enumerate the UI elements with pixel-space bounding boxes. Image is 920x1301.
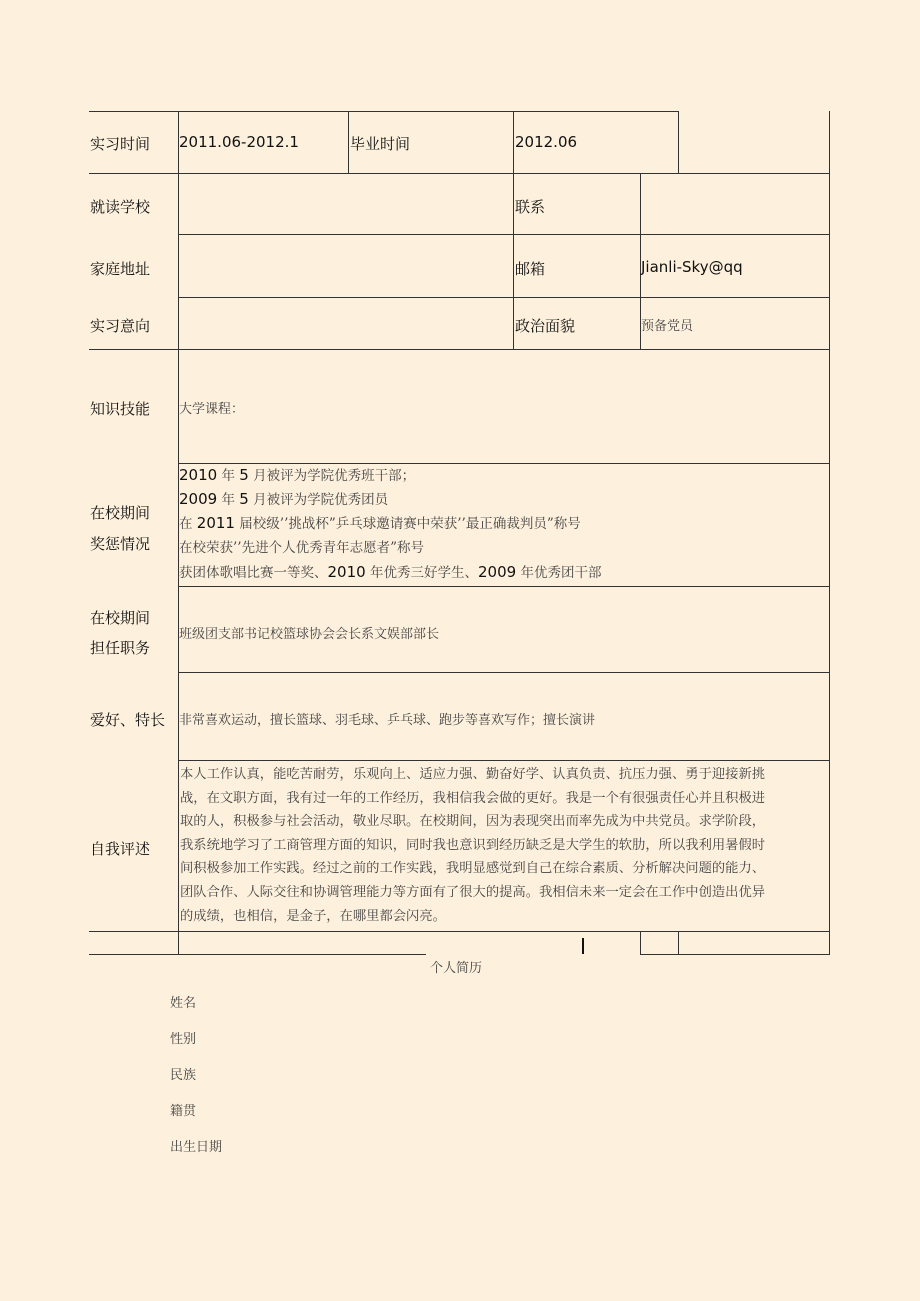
field-name-label: 姓名 <box>170 996 197 1011</box>
self-eval-label: 自我评述 <box>90 840 151 858</box>
awards-list <box>179 463 601 584</box>
table-border <box>513 111 514 349</box>
list-item: 在 2011 届校级’’挑战杯”乒乓球邀请赛中荣获’’最正确裁判员”称号 <box>179 514 581 533</box>
list-item: 2009 年 5 月被评为学院优秀团员 <box>179 490 389 509</box>
intern-time-value: 2011.06-2012.1 <box>179 133 299 151</box>
table-border <box>678 931 679 954</box>
table-border <box>178 586 830 587</box>
table-border <box>348 111 349 173</box>
text-cursor-mark <box>582 938 584 954</box>
table-border <box>640 954 830 955</box>
table-border <box>678 111 679 173</box>
list-item: 获团体歌唱比赛一等奖、2010 年优秀三好学生、2009 年优秀团干部 <box>179 562 602 581</box>
list-item: 2010 年 5 月被评为学院优秀班干部； <box>179 466 416 484</box>
hobbies-value: 非常喜欢运动，擅长篮球、羽毛球、乒乓球、跑步等喜欢写作；擅长演讲 <box>179 713 596 728</box>
table-border <box>89 173 830 174</box>
table-border <box>89 349 830 350</box>
grad-time-value: 2012.06 <box>515 133 578 151</box>
field-birthdate-label: 出生日期 <box>170 1140 223 1155</box>
table-border <box>640 931 641 954</box>
intent-label: 实习意向 <box>90 317 151 335</box>
duties-label: 在校期间 <box>90 609 151 627</box>
duties-label: 担任职务 <box>90 639 151 657</box>
self-eval-line: 的成绩，也相信，是金子，在哪里都会闪亮。 <box>180 908 446 924</box>
hobbies-label: 爱好、特长 <box>90 711 166 729</box>
awards-label: 奖惩情况 <box>90 535 151 553</box>
table-border <box>178 760 830 761</box>
field-ethnicity-label: 民族 <box>170 1068 197 1083</box>
duties-value: 班级团支部书记校篮球协会会长系文娱部部长 <box>179 627 440 642</box>
skills-value: 大学课程： <box>179 402 245 417</box>
email-label: 邮箱 <box>515 260 546 278</box>
table-border <box>178 672 830 673</box>
table-border <box>178 234 830 235</box>
contact-label: 联系 <box>515 198 546 216</box>
resume-title: 个人简历 <box>430 961 483 976</box>
awards-label: 在校期间 <box>90 504 151 522</box>
self-eval-line: 本人工作认真，能吃苦耐劳，乐观向上、适应力强、勤奋好学、认真负责、抗压力强、勇于迎接新挑 <box>180 767 766 782</box>
grad-time-label: 毕业时间 <box>350 135 411 153</box>
self-eval-line: 团队合作、人际交往和协调管理能力等方面有了很大的提高。我相信未来一定会在工作中创造出优异 <box>180 884 766 900</box>
address-label: 家庭地址 <box>90 260 151 278</box>
intern-time-label: 实习时间 <box>90 135 151 153</box>
email-value: Jianli-Sky@qq <box>641 258 743 276</box>
table-border <box>89 931 830 932</box>
self-eval-line: 取的人，积极参与社会活动，敬业尽职。在校期间，因为表现突出而率先成为中共党员。求学阶段， <box>180 814 766 830</box>
list-item: 在校荣获’’先进个人优秀青年志愿者”称号 <box>179 539 424 556</box>
table-border <box>178 297 830 298</box>
self-eval-line: 间积极参加工作实践。经过之前的工作实践，我明显感觉到自己在综合素质、分析解决问题的能力、 <box>180 861 766 877</box>
field-origin-label: 籍贯 <box>170 1104 197 1119</box>
political-value: 预备党员 <box>641 319 694 334</box>
self-eval-text <box>180 763 830 928</box>
field-gender-label: 性别 <box>170 1032 197 1047</box>
skills-label: 知识技能 <box>90 400 151 418</box>
table-border <box>89 954 426 955</box>
self-eval-line: 战，在文职方面，我有过一年的工作经历，我相信我会做的更好。我是一个有很强责任心并且积极进 <box>180 790 766 806</box>
school-label: 就读学校 <box>90 198 151 216</box>
self-eval-line: 我系统地学习了工商管理方面的知识，同时我也意识到经历缺乏是大学生的软肋，所以我利用暑假时 <box>180 837 766 853</box>
political-label: 政治面貌 <box>515 317 576 335</box>
